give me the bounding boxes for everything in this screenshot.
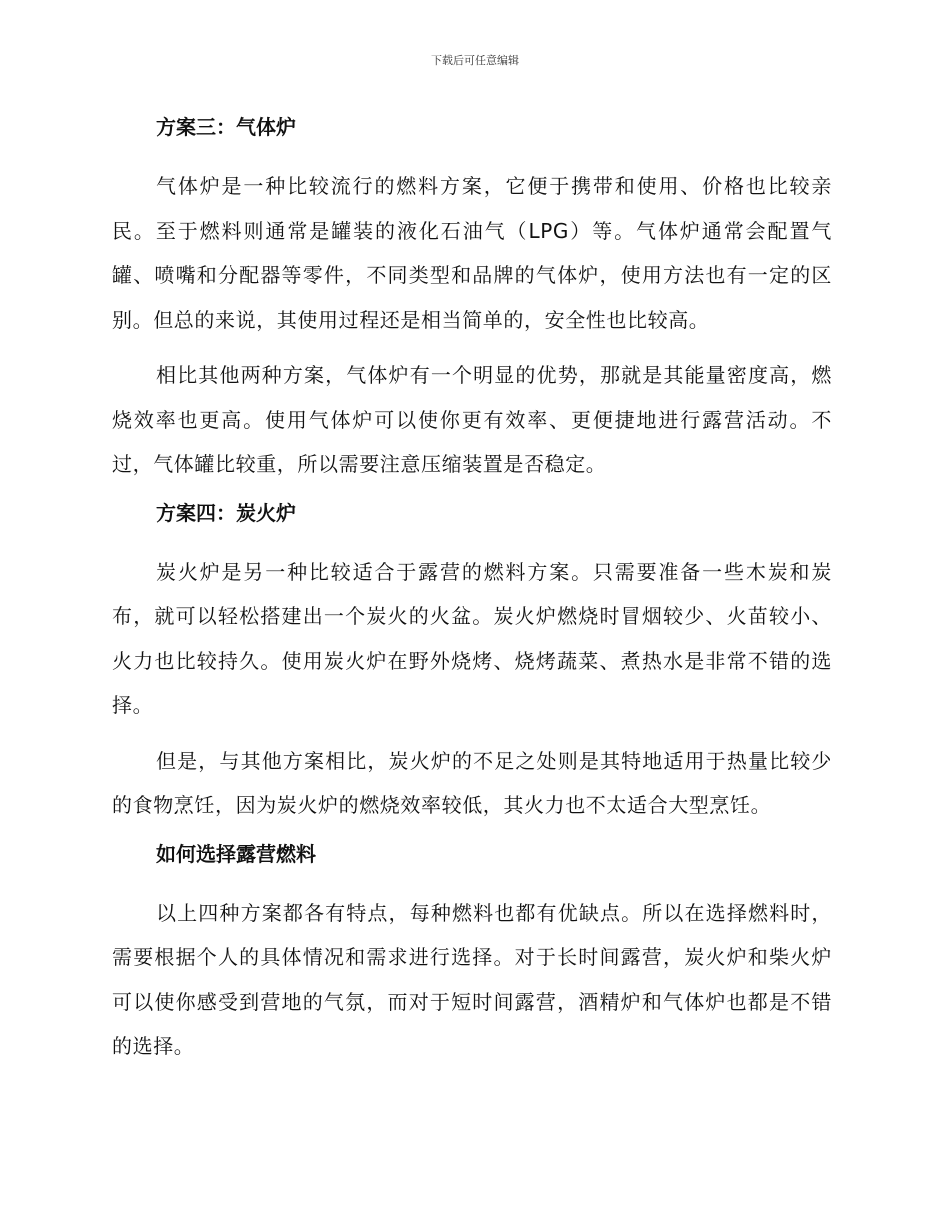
document-body [112,112,832,1080]
page-header: 下载后可任意编辑 [431,54,519,67]
paragraph: 以上四种方案都各有特点，每种燃料也都有优缺点。所以在选择燃料时，需要根据个人的具体情况和需求进行选择。对于长时间露营，炭火炉和柴火炉可以使你感受到营地的气氛，而对于短时间露营，酒精炉和气体炉也都是不错的选择。 [112,900,832,1058]
paragraph: 但是，与其他方案相比，炭火炉的不足之处则是其特地适用于热量比较少的食物烹饪，因为炭火炉的燃烧效率较低，其火力也不太适合大型烹饪。 [112,748,832,817]
section-heading-gas-stove: 方案三：气体炉 [156,115,296,139]
paragraph: 炭火炉是另一种比较适合于露营的燃料方案。只需要准备一些木炭和炭布，就可以轻松搭建出一个炭火的火盆。炭火炉燃烧时冒烟较少、火苗较小、火力也比较持久。使用炭火炉在野外烧烤、烧烤蔬菜、煮热水是非常不错的选择。 [112,559,832,717]
paragraph: 气体炉是一种比较流行的燃料方案，它便于携带和使用、价格也比较亲民。至于燃料则通常是罐装的液化石油气（LPG）等。气体炉通常会配置气罐、喷嘴和分配器等零件，不同类型和品牌的气体炉，使用方法也有一定的区别。但总的来说，其使用过程还是相当简单的，安全性也比较高。 [112,174,832,332]
paragraph: 相比其他两种方案，气体炉有一个明显的优势，那就是其能量密度高，燃烧效率也更高。使用气体炉可以使你更有效率、更便捷地进行露营活动。不过，气体罐比较重，所以需要注意压缩装置是否稳定。 [112,363,832,476]
section-heading-charcoal-stove: 方案四：炭火炉 [156,500,296,525]
section-heading-how-to-choose: 如何选择露营燃料 [156,841,316,866]
